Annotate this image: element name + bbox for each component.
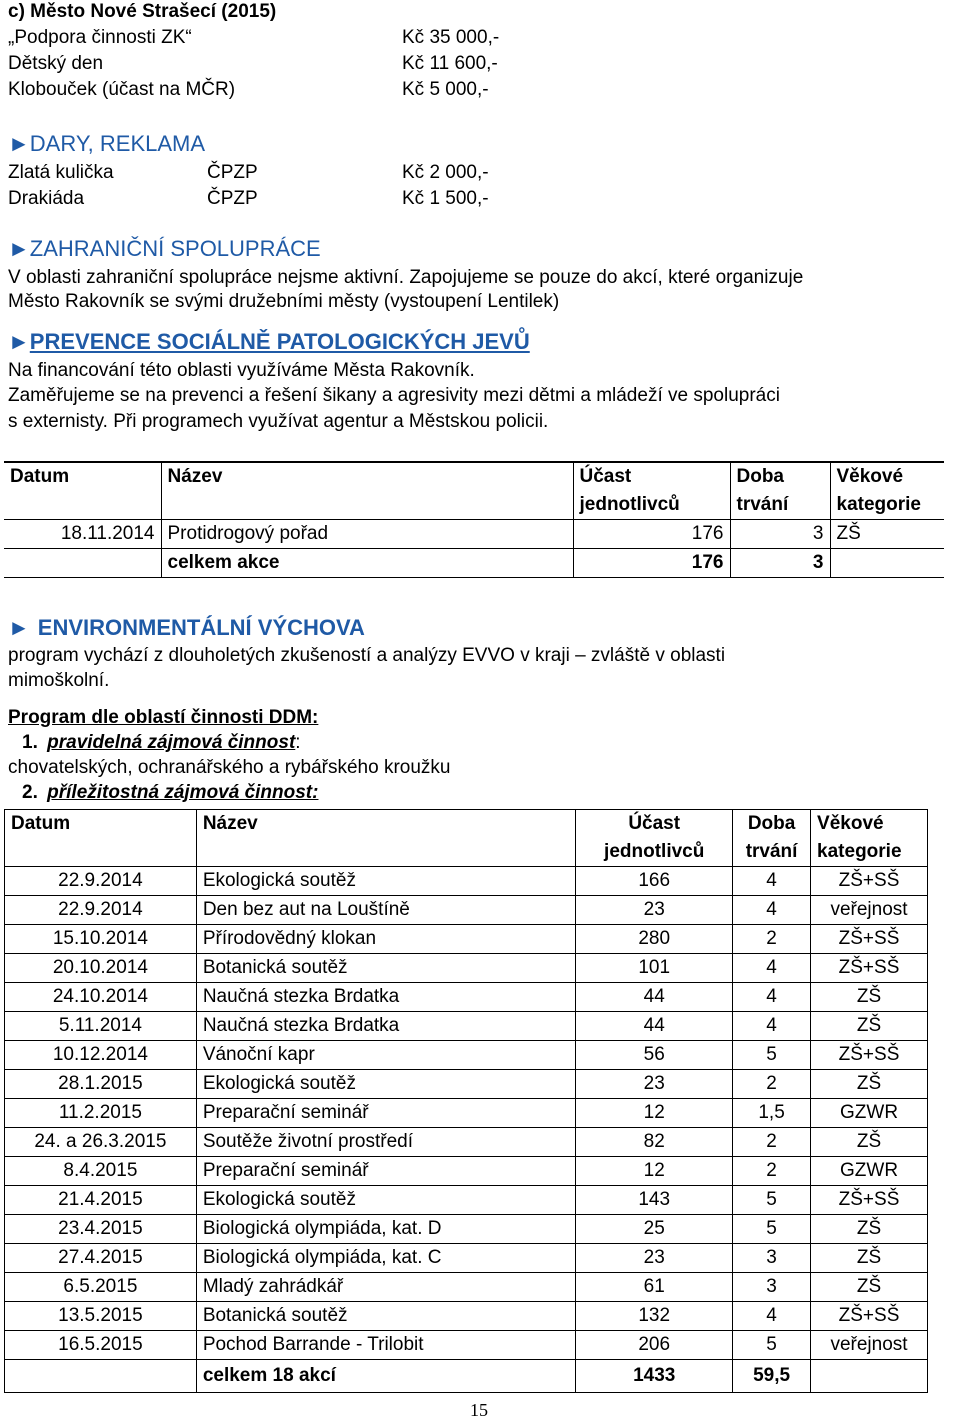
cell-vek: veřejnost bbox=[811, 896, 928, 925]
item-2-number: 2. bbox=[22, 782, 38, 803]
table-row bbox=[5, 1099, 928, 1128]
cell-datum: 6.5.2015 bbox=[5, 1273, 197, 1302]
col-header-ucast-2: jednotlivců bbox=[573, 491, 730, 520]
donation-name: Zlatá kulička bbox=[8, 162, 114, 183]
col-header-doba: Doba bbox=[730, 462, 830, 491]
cell-ucast: 12 bbox=[576, 1099, 733, 1128]
col-header-datum: Datum bbox=[5, 810, 197, 839]
cell-datum: 24. a 26.3.2015 bbox=[5, 1128, 197, 1157]
cell-doba: 2 bbox=[733, 925, 811, 954]
prevence-text-2: Zaměřujeme se na prevenci a řešení šikany a agresivity mezi dětmi a mládeží ve spolupráci bbox=[8, 385, 780, 406]
cell-datum: 8.4.2015 bbox=[5, 1157, 197, 1186]
cell-vek: ZŠ bbox=[811, 1012, 928, 1041]
cell-nazev: Ekologická soutěž bbox=[196, 1070, 575, 1099]
col-header-ucast: Účast bbox=[573, 462, 730, 491]
cell-ucast: 44 bbox=[576, 1012, 733, 1041]
cell-datum: 18.11.2014 bbox=[60, 523, 155, 544]
total-doba: 3 bbox=[730, 549, 830, 578]
section-c-title: c) Město Nové Strašecí (2015) bbox=[8, 1, 277, 22]
total-row bbox=[4, 549, 944, 578]
cell-doba: 2 bbox=[733, 1070, 811, 1099]
triangle-bullet-icon: ► bbox=[8, 131, 30, 156]
cell-ucast: 143 bbox=[576, 1186, 733, 1215]
cell-nazev: Pochod Barrande - Trilobit bbox=[196, 1331, 575, 1360]
cell-datum: 27.4.2015 bbox=[5, 1244, 197, 1273]
cell-nazev: Ekologická soutěž bbox=[196, 1186, 575, 1215]
cell-doba: 4 bbox=[733, 954, 811, 983]
prevence-heading-text: PREVENCE SOCIÁLNĚ PATOLOGICKÝCH JEVŮ bbox=[29, 329, 530, 354]
donation-amount: Kč 2 000,- bbox=[402, 162, 489, 183]
cell-vek: ZŠ bbox=[811, 1070, 928, 1099]
cell-ucast: 176 bbox=[573, 520, 730, 549]
cell-vek: ZŠ bbox=[830, 520, 944, 549]
env-heading bbox=[8, 614, 365, 642]
contribution-amount: Kč 11 600,- bbox=[402, 53, 498, 74]
cell-doba: 4 bbox=[733, 983, 811, 1012]
cell-nazev: Preparační seminář bbox=[196, 1157, 575, 1186]
cell-datum: 22.9.2014 bbox=[5, 896, 197, 925]
donation-donor: ČPZP bbox=[207, 188, 258, 209]
total-row bbox=[5, 1360, 928, 1393]
col-header-vek: Věkové bbox=[830, 462, 944, 491]
cell-vek: ZŠ+SŠ bbox=[811, 1302, 928, 1331]
table-row bbox=[5, 1331, 928, 1360]
table-row bbox=[5, 1128, 928, 1157]
table-row bbox=[5, 1244, 928, 1273]
cell-vek: ZŠ bbox=[811, 1273, 928, 1302]
cell-datum: 23.4.2015 bbox=[5, 1215, 197, 1244]
cell-nazev: Protidrogový pořad bbox=[161, 520, 573, 549]
cell-ucast: 56 bbox=[576, 1041, 733, 1070]
cell-datum: 5.11.2014 bbox=[5, 1012, 197, 1041]
cell-vek: ZŠ+SŠ bbox=[811, 925, 928, 954]
contribution-amount: Kč 35 000,- bbox=[402, 27, 500, 48]
table-row bbox=[5, 1041, 928, 1070]
cell-doba: 5 bbox=[733, 1215, 811, 1244]
col-header-datum: Datum bbox=[10, 466, 70, 487]
env-table bbox=[4, 809, 928, 1393]
cell-doba: 5 bbox=[733, 1041, 811, 1070]
table-row bbox=[5, 867, 928, 896]
cell-doba: 4 bbox=[733, 1302, 811, 1331]
total-ucast: 176 bbox=[573, 549, 730, 578]
contribution-name: Klobouček (účast na MČR) bbox=[8, 79, 236, 100]
cell-vek: GZWR bbox=[811, 1099, 928, 1128]
env-text-1: program vychází z dlouholetých zkušeností a analýzy EVVO v kraji – zvláště v oblasti bbox=[8, 645, 726, 666]
cell-nazev: Přírodovědný klokan bbox=[196, 925, 575, 954]
table-row bbox=[5, 1157, 928, 1186]
env-text-2: mimoškolní. bbox=[8, 670, 110, 691]
triangle-bullet-icon: ► bbox=[8, 615, 30, 640]
zahranicni-heading bbox=[8, 235, 321, 263]
cell-vek: ZŠ+SŠ bbox=[811, 1186, 928, 1215]
total-doba: 59,5 bbox=[733, 1360, 811, 1393]
cell-ucast: 280 bbox=[576, 925, 733, 954]
table-row bbox=[5, 954, 928, 983]
prevence-text-1: Na financování této oblasti využíváme Města Rakovník. bbox=[8, 360, 475, 381]
cell-ucast: 82 bbox=[576, 1128, 733, 1157]
item-1-colon: : bbox=[295, 732, 301, 753]
total-label: celkem 18 akcí bbox=[196, 1360, 575, 1393]
cell-ucast: 23 bbox=[576, 1244, 733, 1273]
cell-ucast: 101 bbox=[576, 954, 733, 983]
zahranicni-heading-text: ZAHRANIČNÍ SPOLUPRÁCE bbox=[29, 236, 321, 261]
prevence-heading bbox=[8, 328, 530, 356]
triangle-bullet-icon: ► bbox=[8, 236, 30, 261]
cell-datum: 28.1.2015 bbox=[5, 1070, 197, 1099]
donation-name: Drakiáda bbox=[8, 188, 85, 209]
table-row bbox=[5, 1186, 928, 1215]
page-number: 15 bbox=[470, 1400, 488, 1420]
zahranicni-text-2: Město Rakovník se svými družebními městy (vystoupení Lentilek) bbox=[8, 291, 560, 312]
cell-vek: ZŠ bbox=[811, 1215, 928, 1244]
cell-datum: 10.12.2014 bbox=[5, 1041, 197, 1070]
table-row bbox=[5, 983, 928, 1012]
cell-nazev: Naučná stezka Brdatka bbox=[196, 983, 575, 1012]
cell-vek: ZŠ+SŠ bbox=[811, 1041, 928, 1070]
total-label: celkem akce bbox=[161, 549, 573, 578]
program-item-1-text: chovatelských, ochranářského a rybářského kroužku bbox=[8, 757, 451, 778]
table-row bbox=[5, 1070, 928, 1099]
total-ucast: 1433 bbox=[576, 1360, 733, 1393]
cell-vek: ZŠ bbox=[811, 983, 928, 1012]
cell-datum: 21.4.2015 bbox=[5, 1186, 197, 1215]
cell-doba: 3 bbox=[730, 520, 830, 549]
cell-nazev: Mladý zahrádkář bbox=[196, 1273, 575, 1302]
program-title: Program dle oblastí činnosti DDM: bbox=[8, 707, 319, 728]
zahranicni-text-1: V oblasti zahraniční spolupráce nejsme aktivní. Zapojujeme se pouze do akcí, které organizuje bbox=[8, 267, 804, 288]
cell-datum: 24.10.2014 bbox=[5, 983, 197, 1012]
prevence-text-3: s externisty. Při programech využívat agentur a Městskou policii. bbox=[8, 411, 549, 432]
table-row bbox=[5, 1302, 928, 1331]
table-row bbox=[5, 1215, 928, 1244]
cell-nazev: Biologická olympiáda, kat. D bbox=[196, 1215, 575, 1244]
table-row bbox=[5, 896, 928, 925]
col-header-ucast-2: jednotlivců bbox=[576, 838, 733, 867]
col-header-doba: Doba bbox=[733, 810, 811, 839]
cell-nazev: Ekologická soutěž bbox=[196, 867, 575, 896]
program-item-2 bbox=[22, 781, 318, 805]
cell-doba: 1,5 bbox=[733, 1099, 811, 1128]
cell-nazev: Preparační seminář bbox=[196, 1099, 575, 1128]
item-2-label: příležitostná zájmová činnost: bbox=[47, 782, 319, 803]
cell-vek: GZWR bbox=[811, 1157, 928, 1186]
prevence-table bbox=[4, 461, 944, 578]
cell-datum: 20.10.2014 bbox=[5, 954, 197, 983]
cell-nazev: Soutěže životní prostředí bbox=[196, 1128, 575, 1157]
cell-ucast: 23 bbox=[576, 1070, 733, 1099]
col-header-vek-2: kategorie bbox=[830, 491, 944, 520]
contribution-name: „Podpora činnosti ZK“ bbox=[8, 27, 192, 48]
cell-ucast: 44 bbox=[576, 983, 733, 1012]
donation-donor: ČPZP bbox=[207, 162, 258, 183]
cell-vek: ZŠ+SŠ bbox=[811, 867, 928, 896]
cell-datum: 16.5.2015 bbox=[5, 1331, 197, 1360]
cell-nazev: Naučná stezka Brdatka bbox=[196, 1012, 575, 1041]
cell-datum: 15.10.2014 bbox=[5, 925, 197, 954]
triangle-bullet-icon: ► bbox=[8, 329, 30, 354]
col-header-nazev: Název bbox=[196, 810, 575, 839]
cell-ucast: 132 bbox=[576, 1302, 733, 1331]
cell-datum: 13.5.2015 bbox=[5, 1302, 197, 1331]
item-1-label: pravidelná zájmová činnost bbox=[47, 732, 296, 753]
cell-nazev: Vánoční kapr bbox=[196, 1041, 575, 1070]
dary-heading-text: DARY, REKLAMA bbox=[29, 131, 206, 156]
col-header-vek: Věkové bbox=[811, 810, 928, 839]
cell-doba: 4 bbox=[733, 896, 811, 925]
program-item-1 bbox=[22, 731, 301, 755]
cell-doba: 5 bbox=[733, 1331, 811, 1360]
contribution-amount: Kč 5 000,- bbox=[402, 79, 489, 100]
col-header-nazev: Název bbox=[161, 462, 573, 491]
donation-amount: Kč 1 500,- bbox=[402, 188, 489, 209]
cell-nazev: Biologická olympiáda, kat. C bbox=[196, 1244, 575, 1273]
dary-heading bbox=[8, 130, 205, 158]
cell-ucast: 166 bbox=[576, 867, 733, 896]
col-header-ucast: Účast bbox=[576, 810, 733, 839]
cell-doba: 2 bbox=[733, 1157, 811, 1186]
table-row bbox=[4, 520, 944, 549]
cell-ucast: 23 bbox=[576, 896, 733, 925]
cell-ucast: 206 bbox=[576, 1331, 733, 1360]
env-table-body bbox=[5, 867, 928, 1360]
table-row bbox=[5, 1273, 928, 1302]
col-header-doba-2: trvání bbox=[730, 491, 830, 520]
item-1-number: 1. bbox=[22, 732, 38, 753]
cell-vek: ZŠ+SŠ bbox=[811, 954, 928, 983]
contribution-name: Dětský den bbox=[8, 53, 104, 74]
cell-nazev: Den bez aut na Louštíně bbox=[196, 896, 575, 925]
cell-nazev: Botanická soutěž bbox=[196, 1302, 575, 1331]
cell-doba: 3 bbox=[733, 1273, 811, 1302]
cell-vek: ZŠ bbox=[811, 1128, 928, 1157]
table-row bbox=[5, 925, 928, 954]
cell-ucast: 61 bbox=[576, 1273, 733, 1302]
cell-doba: 5 bbox=[733, 1186, 811, 1215]
cell-doba: 4 bbox=[733, 1012, 811, 1041]
table-row bbox=[5, 1012, 928, 1041]
cell-ucast: 25 bbox=[576, 1215, 733, 1244]
cell-doba: 4 bbox=[733, 867, 811, 896]
col-header-doba-2: trvání bbox=[733, 838, 811, 867]
cell-vek: veřejnost bbox=[811, 1331, 928, 1360]
cell-datum: 11.2.2015 bbox=[5, 1099, 197, 1128]
env-heading-text: ENVIRONMENTÁLNÍ VÝCHOVA bbox=[37, 615, 365, 640]
col-header-vek-2: kategorie bbox=[811, 838, 928, 867]
cell-vek: ZŠ bbox=[811, 1244, 928, 1273]
cell-datum: 22.9.2014 bbox=[5, 867, 197, 896]
cell-doba: 2 bbox=[733, 1128, 811, 1157]
cell-ucast: 12 bbox=[576, 1157, 733, 1186]
cell-nazev: Botanická soutěž bbox=[196, 954, 575, 983]
cell-doba: 3 bbox=[733, 1244, 811, 1273]
